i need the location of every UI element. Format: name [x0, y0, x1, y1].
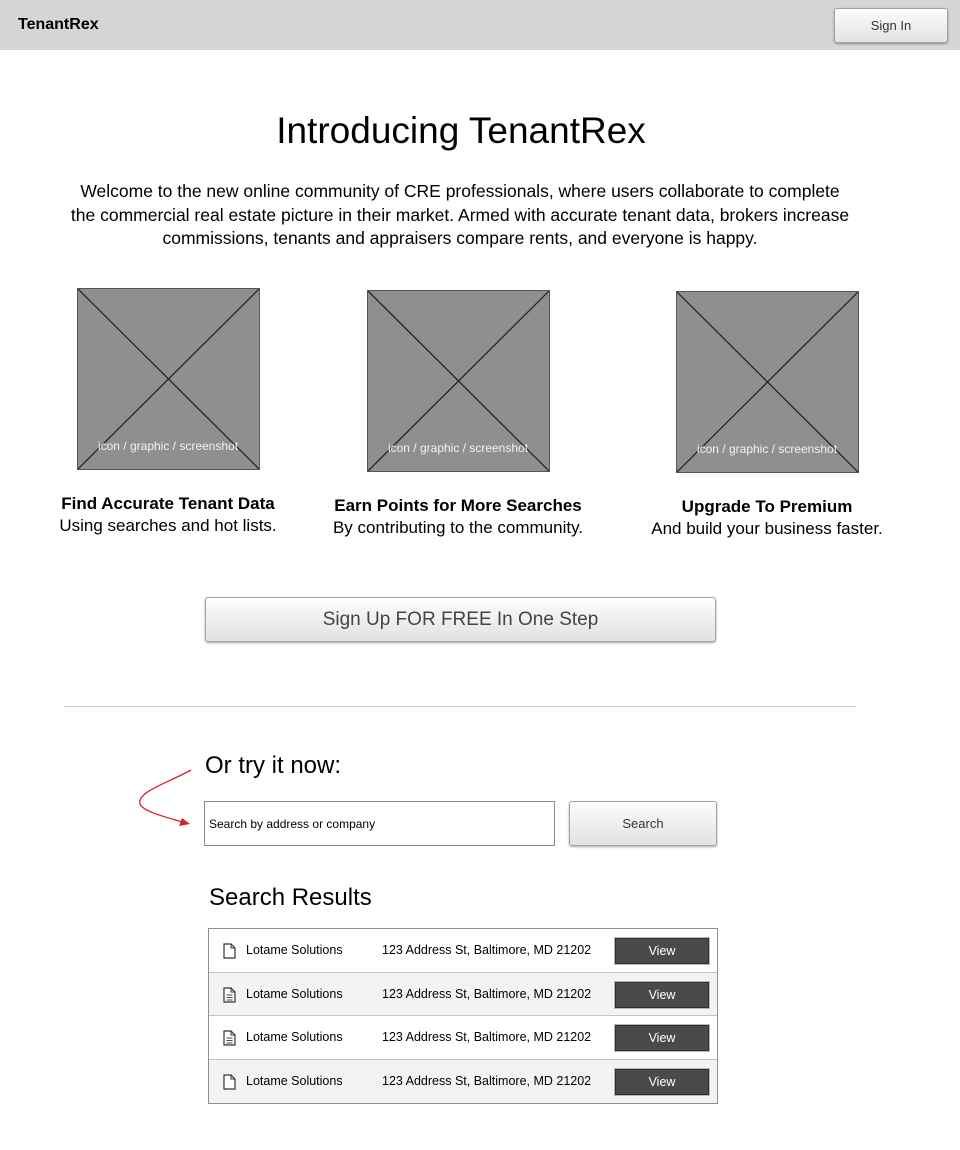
feature-subtitle: Using searches and hot lists.	[59, 516, 277, 535]
table-row	[209, 1060, 717, 1104]
view-button[interactable]: View	[615, 982, 709, 1008]
document-blank-icon	[223, 1074, 236, 1090]
feature-upgrade-premium	[637, 291, 897, 539]
view-button[interactable]: View	[615, 1025, 709, 1051]
feature-title: Upgrade To Premium	[681, 497, 853, 516]
search-input[interactable]	[204, 801, 555, 846]
sign-in-button[interactable]: Sign In	[834, 8, 948, 43]
search-results-list	[208, 928, 718, 1104]
document-text-icon	[223, 1030, 236, 1046]
result-address: 123 Address St, Baltimore, MD 21202	[382, 1073, 592, 1088]
sign-up-button[interactable]: Sign Up FOR FREE In One Step	[205, 597, 716, 642]
result-name: Lotame Solutions	[246, 943, 343, 957]
result-address: 123 Address St, Baltimore, MD 21202	[382, 986, 592, 1001]
image-placeholder	[676, 291, 859, 473]
result-address: 123 Address St, Baltimore, MD 21202	[382, 1030, 592, 1044]
feature-subtitle: And build your business faster.	[651, 519, 883, 538]
result-name: Lotame Solutions	[246, 1073, 343, 1088]
table-row	[209, 1016, 717, 1060]
image-placeholder	[367, 290, 550, 472]
feature-subtitle: By contributing to the community.	[332, 518, 584, 537]
feature-earn-points	[328, 290, 588, 538]
brand-logo-text[interactable]: TenantRex	[18, 16, 99, 33]
search-results-title: Search Results	[209, 884, 372, 911]
try-it-now-label: Or try it now:	[205, 752, 342, 779]
document-blank-icon	[223, 943, 236, 959]
top-bar	[0, 0, 960, 50]
section-divider	[64, 706, 856, 707]
curved-arrow-icon	[130, 762, 210, 832]
document-text-icon	[223, 987, 236, 1003]
feature-title: Find Accurate Tenant Data	[61, 494, 275, 513]
placeholder-caption: icon / graphic / screenshot	[97, 439, 239, 453]
feature-find-data	[38, 288, 298, 536]
table-row	[209, 929, 717, 973]
result-address: 123 Address St, Baltimore, MD 21202	[382, 943, 592, 957]
image-placeholder	[77, 288, 260, 470]
intro-paragraph: Welcome to the new online community of CRE professionals, where users collaborate to complete the commercial real estate picture in their market. Armed with accurate tenant data, brokers increase commissions, tenants and appraisers compare rents, and everyone is happy.	[70, 181, 850, 248]
search-button[interactable]: Search	[569, 801, 717, 846]
table-row	[209, 973, 717, 1017]
feature-title: Earn Points for More Searches	[334, 496, 582, 515]
placeholder-caption: icon / graphic / screenshot	[696, 442, 838, 456]
view-button[interactable]: View	[615, 1069, 709, 1095]
view-button[interactable]: View	[615, 938, 709, 964]
result-name: Lotame Solutions	[246, 986, 343, 1001]
placeholder-caption: icon / graphic / screenshot	[387, 441, 529, 455]
result-name: Lotame Solutions	[246, 1030, 343, 1044]
page-title: Introducing TenantRex	[276, 110, 646, 151]
